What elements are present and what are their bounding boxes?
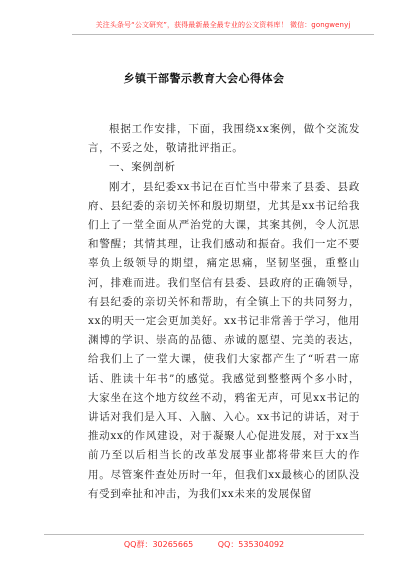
body-paragraph: 刚才，县纪委xx书记在百忙当中带来了县委、县政府、县纪委的亲切关怀和殷切期望，尤其是xx书记给我们上了一堂全面从严治党的大课，其案其例，令人沉思和警醒；其情其理，让我们感动和振奋。我们一定不要辜负上级领导的期望，痛定思痛，坚韧坚强，重整山河，排难而进。我们坚信有县委、县政府的正确领导，有县纪委的亲切关怀和帮助，有全镇上下的共同努力，xx的明天一定会更加美好。xx书记非常善于学习，他用渊博的学识、崇高的品德、赤诚的愿望、完美的表达，给我们上了一堂大课，使我们大家都产生了“听君一席话、胜读十年书”的感觉。我感觉到整整两个多小时，大家坐在这个地方纹丝不动，鸦雀无声，可见xx书记的讲话对我们是入耳、入脑、入心。xx书记的讲话，对于推动xx的作风建设，对于凝聚人心促进发展，对于xx当前乃至以后相当长的改革发展事业都将带来巨大的作用。尽管案件查处历时一年，但我们xx最核心的团队没有受到牵扯和冲击，为我们xx未来的发展保留	[88, 180, 360, 500]
footer-qq-group: QQ群：30265665	[123, 540, 194, 549]
body-paragraph: 根据工作安排，下面，我围绕xx案例，做个交流发言，不妥之处，敬请批评指正。	[88, 123, 360, 155]
document-title: 乡镇干部警示教育大会心得体会	[123, 72, 285, 85]
header-banner	[72, 20, 374, 35]
document-body	[88, 120, 360, 504]
header-notice: 关注头条号“公文研究”，获得最新最全最专业的公文资料库！ 微信：gongwenyj	[95, 21, 351, 29]
footer-qq: QQ：535304092	[217, 540, 285, 549]
footer-banner	[44, 534, 364, 550]
section-heading: 一、案例剖析	[109, 161, 176, 174]
